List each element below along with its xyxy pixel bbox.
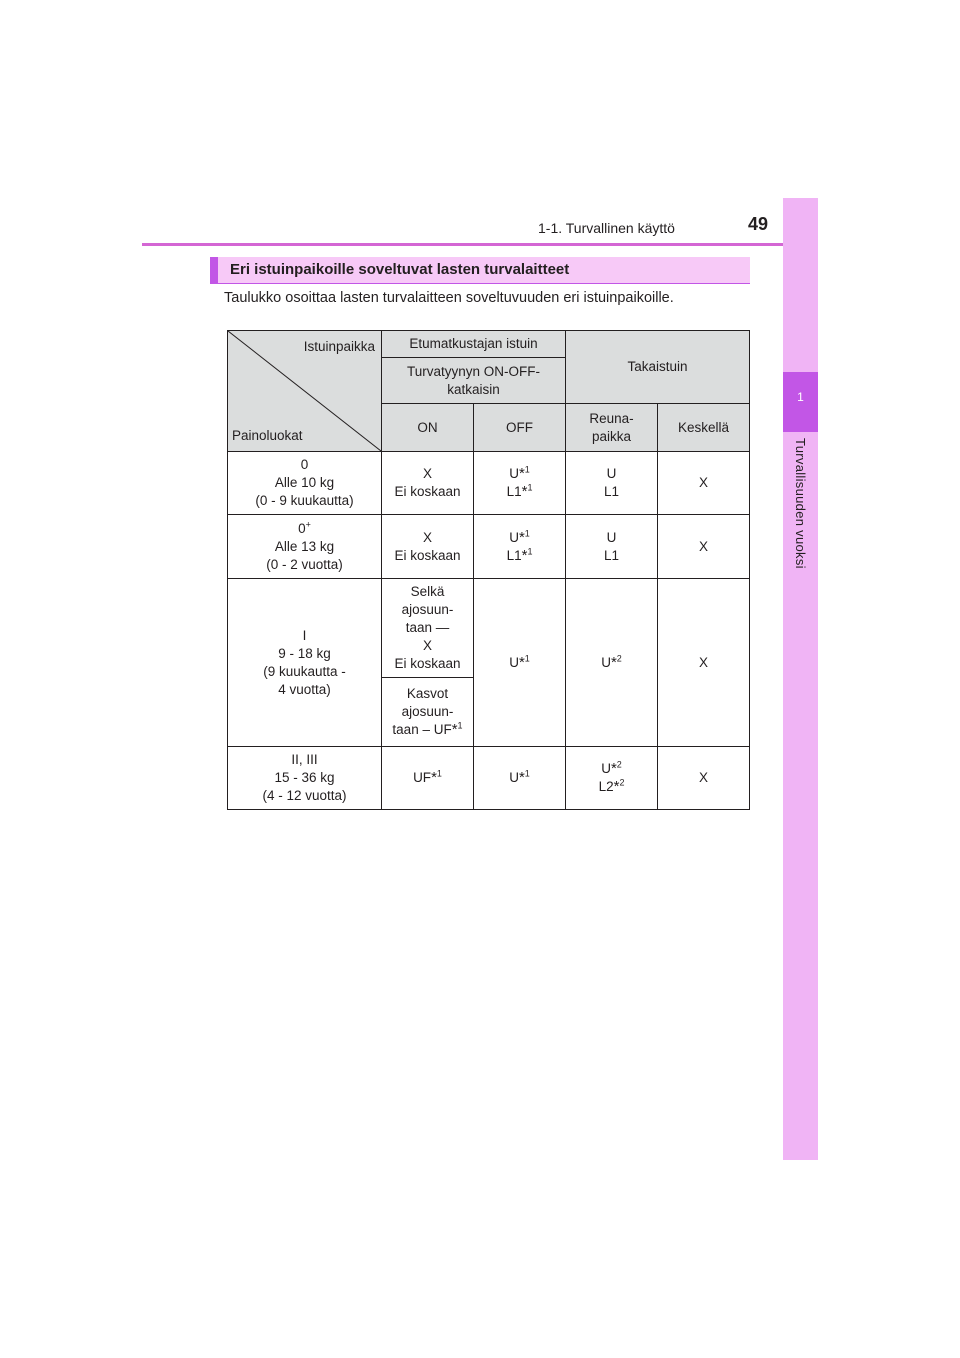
header-center: Keskellä [658,404,750,452]
cell-center: X [658,579,750,747]
cell-on-forward: Kasvot ajosuun- taan – UF*$^1$ [382,678,474,747]
cell-outer: U*$^2$ [566,579,658,747]
cell-off: U*$^1$ L1*$^1$ [474,452,566,515]
intro-paragraph: Taulukko osoittaa lasten turvalaitteen soveltuvuuden eri istuinpaikoille. [224,290,674,306]
chapter-label: Turvallisuuden vuoksi [793,438,808,569]
cell-off: U*$^1$ L1*$^1$ [474,515,566,579]
weight-group-cell: I 9 - 18 kg (9 kuukautta - 4 vuotta) [228,579,382,747]
header-on: ON [382,404,474,452]
table-row [228,747,750,810]
weight-group-cell: 0 Alle 10 kg (0 - 9 kuukautta) [228,452,382,515]
running-header: 1-1. Turvallinen käyttö [538,220,675,236]
header-front-seat: Etumatkustajan istuin [382,331,566,358]
header-rear-seat: Takaistuin [566,331,750,404]
header-off: OFF [474,404,566,452]
weight-group-cell: II, III 15 - 36 kg (4 - 12 vuotta) [228,747,382,810]
chapter-number: 1 [797,390,804,404]
chapter-side-tab [783,198,818,1160]
cell-center: X [658,515,750,579]
corner-label-weight: Painoluokat [232,428,303,443]
cell-on: X Ei koskaan [382,515,474,579]
cell-outer: U L1 [566,515,658,579]
cell-center: X [658,747,750,810]
table-row [228,579,750,678]
table-row [228,515,750,579]
section-heading-bar [210,257,750,284]
header-rule [142,243,818,246]
cell-outer: U*$^2$ L2*$^2$ [566,747,658,810]
cell-off: U*$^1$ [474,579,566,747]
cell-on: X Ei koskaan [382,452,474,515]
section-title: Eri istuinpaikoille soveltuvat lasten turvalaitteet [230,261,570,278]
page-number: 49 [748,214,769,234]
cell-off: U*$^1$ [474,747,566,810]
table-corner-cell [228,331,382,452]
cell-on-rearward: Selkä ajosuun- taan — X Ei koskaan [382,579,474,678]
cell-on: UF*$^1$ [382,747,474,810]
header-outer: Reuna- paikka [566,404,658,452]
corner-label-seat: Istuinpaikka [303,339,375,354]
child-seat-table [227,330,750,810]
cell-center: X [658,452,750,515]
header-airbag-switch: Turvatyynyn ON-OFF- katkaisin [382,358,566,404]
weight-group-cell: 0+ Alle 13 kg (0 - 2 vuotta) [228,515,382,579]
table-row [228,452,750,515]
cell-outer: U L1 [566,452,658,515]
